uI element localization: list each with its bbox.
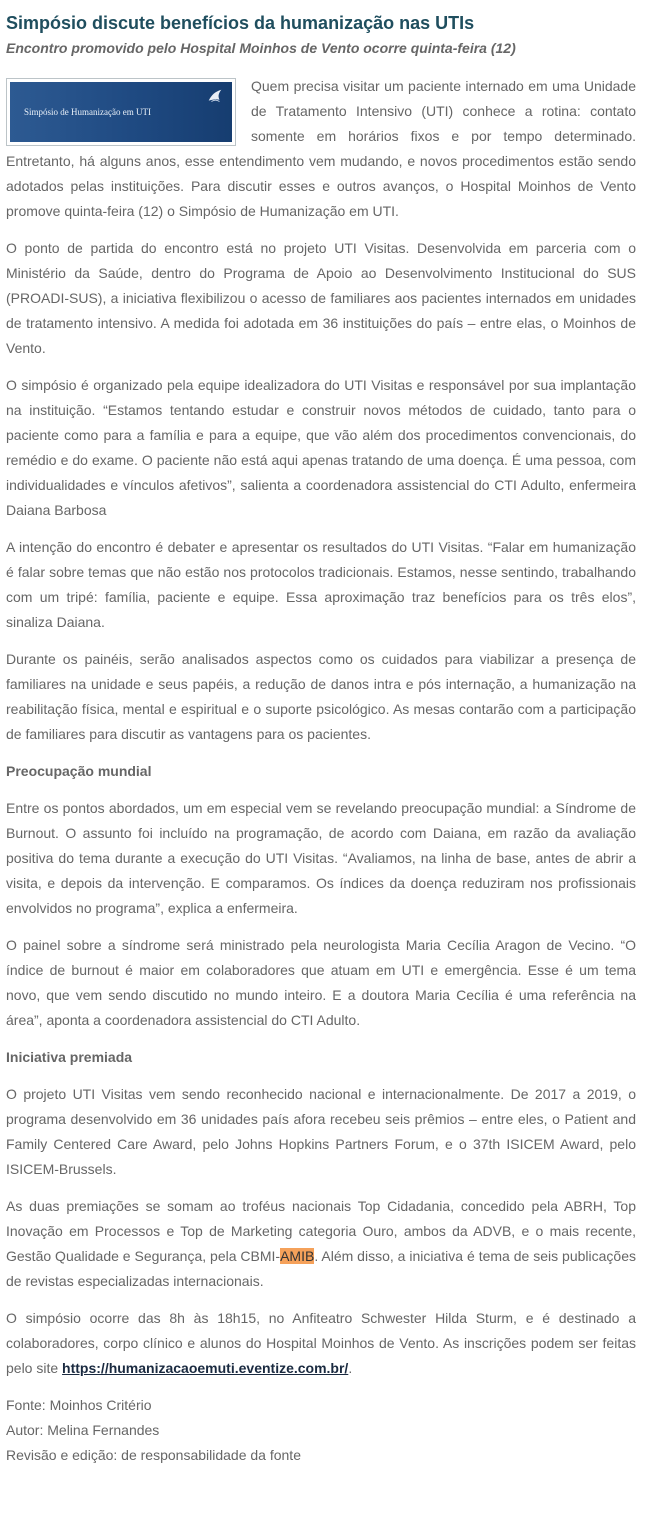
article-title: Simpósio discute benefícios da humanização nas UTIs <box>6 13 475 33</box>
paragraph-10 <box>6 1306 636 1381</box>
registration-link[interactable]: https://humanizacaoemuti.eventize.com.br/ <box>62 1360 349 1376</box>
banner-image <box>6 78 236 146</box>
article-footer <box>6 1393 636 1468</box>
lead-block <box>6 74 636 224</box>
paragraph-10-text: O simpósio ocorre das 8h às 18h15, no Anfiteatro Schwester Hilda Sturm, e é destinado a colaboradores, corpo clínico e alunos do Hospital Moinhos de Vento. As inscrições podem ser feitas pelo site <box>6 1310 636 1376</box>
footer-revision: Revisão e edição: de responsabilidade da fonte <box>6 1447 301 1463</box>
article <box>6 10 636 1468</box>
paragraph-7: O painel sobre a síndrome será ministrado pela neurologista Maria Cecília Aragon de Vecino. “O índice de burnout é maior em colaboradores que atuam em UTI e emergência. Esse é um tema novo, que vem sendo discutido no mundo inteiro. E a doutora Maria Cecília é uma referência na área”, aponta a coordenadora assistencial do CTI Adulto. <box>6 937 636 1028</box>
paragraph-5: Durante os painéis, serão analisados aspectos como os cuidados para viabilizar a presença de familiares na unidade e seus papéis, a redução de danos intra e pós internação, a humanização na reabilitação física, mental e espiritual e o suporte psicológico. As mesas contarão com a participação de familiares para discutir as vantagens para os pacientes. <box>6 651 636 742</box>
section-heading-preocupacao: Preocupação mundial <box>6 763 152 779</box>
paragraph-8: O projeto UTI Visitas vem sendo reconhecido nacional e internacionalmente. De 2017 a 2019, o programa desenvolvido em 36 unidades país afora recebeu seis prêmios – entre eles, o Patient and Family Centered Care Award, pelo Johns Hopkins Partners Forum, e o 37th ISICEM Award, pelo ISICEM-Brussels. <box>6 1086 636 1177</box>
paragraph-1: Quem precisa visitar um paciente internado em uma Unidade de Tratamento Intensivo (UTI) conhece a rotina: contato somente em horários fixos e por tempo determinado. Entretanto, há alguns anos, esse entendimento vem mudando, e novos procedimentos estão sendo adotados pelas instituições. Para discutir esses e outros avanços, o Hospital Moinhos de Vento promove quinta-feira (12) o Simpósio de Humanização em UTI. <box>6 78 636 219</box>
paragraph-4: A intenção do encontro é debater e apresentar os resultados do UTI Visitas. “Falar em humanização é falar sobre temas que não estão nos protocolos tradicionais. Estamos, nesse sentindo, trabalhando com um tripé: família, paciente e equipe. Essa aproximação traz benefícios para os três elos”, sinaliza Daiana. <box>6 539 636 630</box>
paragraph-9-text: As duas premiações se somam ao troféus nacionais Top Cidadania, concedido pela ABRH, Top Inovação em Processos e Top de Marketing categoria Ouro, ambos da ADVB, e o mais recente, Gestão Qualidade e Segurança, pela CBMI- <box>6 1198 636 1264</box>
paragraph-2: O ponto de partida do encontro está no projeto UTI Visitas. Desenvolvida em parceria com o Ministério da Saúde, dentro do Programa de Apoio ao Desenvolvimento Institucional do SUS (PROADI-SUS), a iniciativa flexibilizou o acesso de familiares aos pacientes internados em unidades de tratamento intensivo. A medida foi adotada em 36 instituições do país – entre elas, o Moinhos de Vento. <box>6 240 636 356</box>
footer-source: Fonte: Moinhos Critério <box>6 1397 152 1413</box>
banner-text: Simpósio de Humanização em UTI <box>24 107 151 117</box>
article-subtitle: Encontro promovido pelo Hospital Moinhos de Vento ocorre quinta-feira (12) <box>6 40 516 56</box>
paragraph-6: Entre os pontos abordados, um em especial vem se revelando preocupação mundial: a Síndrome de Burnout. O assunto foi incluído na programação, de acordo com Daiana, em razão da avaliação positiva do tema durante a execução do UTI Visitas. “Avaliamos, na linha de base, antes de abrir a visita, e depois da intervenção. E comparamos. Os índices da doença reduziram nos profissionais envolvidos no programa”, explica a enfermeira. <box>6 800 636 916</box>
paragraph-10-text-end: . <box>348 1360 353 1376</box>
paragraph-9-text-end: . Além disso, a iniciativa é tema de seis publicações de revistas especializadas internacionais. <box>6 1248 636 1289</box>
highlighted-term: AMIB <box>280 1248 315 1264</box>
banner-graphic <box>10 82 232 142</box>
paragraph-3: O simpósio é organizado pela equipe idealizadora do UTI Visitas e responsável por sua implantação na instituição. “Estamos tentando estudar e construir novos métodos de cuidado, tanto para o paciente como para a família e para a equipe, que vão além dos procedimentos convencionais, do remédio e do exame. O paciente não está aqui apenas tratando de uma doença. É uma pessoa, com individualidades e vínculos afetivos”, salienta a coordenadora assistencial do CTI Adulto, enfermeira Daiana Barbosa <box>6 377 636 518</box>
footer-author: Autor: Melina Fernandes <box>6 1422 160 1438</box>
dove-logo-icon <box>206 88 224 106</box>
section-heading-iniciativa: Iniciativa premiada <box>6 1049 133 1065</box>
paragraph-9 <box>6 1194 636 1294</box>
